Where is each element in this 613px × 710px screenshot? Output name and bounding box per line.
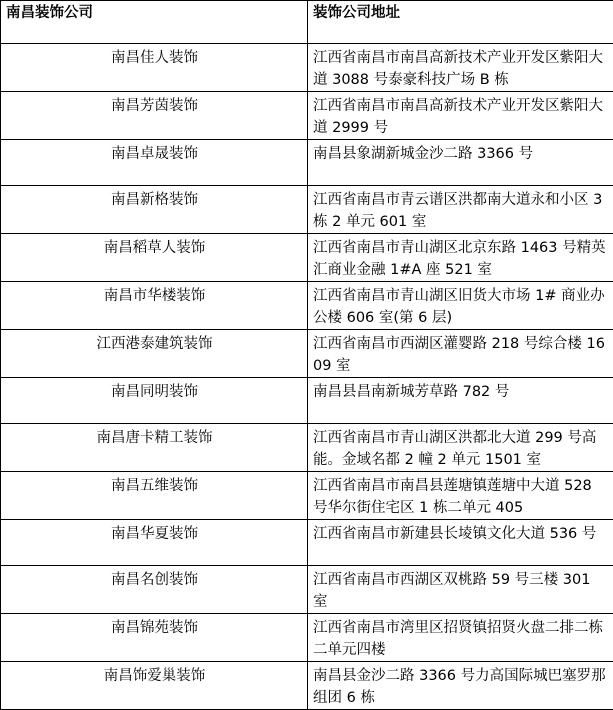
company-address: 江西省南昌市西湖区双桃路 59 号三楼 301 室 (308, 566, 613, 614)
table-row (1, 662, 613, 710)
company-name: 南昌五维装饰 (1, 472, 308, 520)
company-name: 江西港泰建筑装饰 (1, 330, 308, 378)
company-address: 江西省南昌市湾里区招贤镇招贤火盘二排二栋二单元四楼 (308, 614, 613, 662)
company-address: 江西省南昌市南昌高新技术产业开发区紫阳大道 3088 号泰豪科技广场 B 栋 (308, 44, 613, 92)
company-address: 江西省南昌市青山湖区洪都北大道 299 号高能。金域名都 2 幢 2 单元 1501 室 (308, 424, 613, 472)
company-name: 南昌同明装饰 (1, 378, 308, 424)
company-address: 江西省南昌市南昌高新技术产业开发区紫阳大道 2999 号 (308, 92, 613, 140)
company-name: 南昌稻草人装饰 (1, 234, 308, 282)
company-address: 江西省南昌市西湖区灌婴路 218 号综合楼 1609 室 (308, 330, 613, 378)
company-address: 南昌县金沙二路 3366 号力高国际城巴塞罗那组团 6 栋 (308, 662, 613, 710)
company-name: 南昌市华楼装饰 (1, 282, 308, 330)
company-address: 南昌县象湖新城金沙二路 3366 号 (308, 140, 613, 186)
company-name: 南昌佳人装饰 (1, 44, 308, 92)
company-name: 南昌卓晟装饰 (1, 140, 308, 186)
table-row (1, 472, 613, 520)
table-row (1, 614, 613, 662)
table-row (1, 44, 613, 92)
company-name: 南昌唐卡精工装饰 (1, 424, 308, 472)
table-row (1, 378, 613, 424)
company-name: 南昌锦苑装饰 (1, 614, 308, 662)
company-address: 南昌县昌南新城芳草路 782 号 (308, 378, 613, 424)
company-address: 江西省南昌市新建县长堎镇文化大道 536 号 (308, 520, 613, 566)
company-address: 江西省南昌市青山湖区旧货大市场 1# 商业办公楼 606 室(第 6 层) (308, 282, 613, 330)
table-row (1, 424, 613, 472)
company-address: 江西省南昌市南昌县莲塘镇莲塘中大道 528 号华尔街住宅区 1 栋二单元 405 (308, 472, 613, 520)
table-row (1, 92, 613, 140)
table-row (1, 520, 613, 566)
header-company: 南昌装饰公司 (1, 1, 308, 44)
company-address: 江西省南昌市青云谱区洪都南大道永和小区 3 栋 2 单元 601 室 (308, 186, 613, 234)
table-row (1, 140, 613, 186)
table-row (1, 330, 613, 378)
table-row (1, 566, 613, 614)
company-name: 南昌新格装饰 (1, 186, 308, 234)
company-name: 南昌名创装饰 (1, 566, 308, 614)
company-name: 南昌芳茵装饰 (1, 92, 308, 140)
table-row (1, 282, 613, 330)
header-address: 装饰公司地址 (308, 1, 613, 44)
company-name: 南昌饰爱巢装饰 (1, 662, 308, 710)
table-row (1, 186, 613, 234)
company-name: 南昌华夏装饰 (1, 520, 308, 566)
table-header-row (1, 1, 613, 44)
table-row (1, 234, 613, 282)
company-address: 江西省南昌市青山湖区北京东路 1463 号精英汇商业金融 1#A 座 521 室 (308, 234, 613, 282)
